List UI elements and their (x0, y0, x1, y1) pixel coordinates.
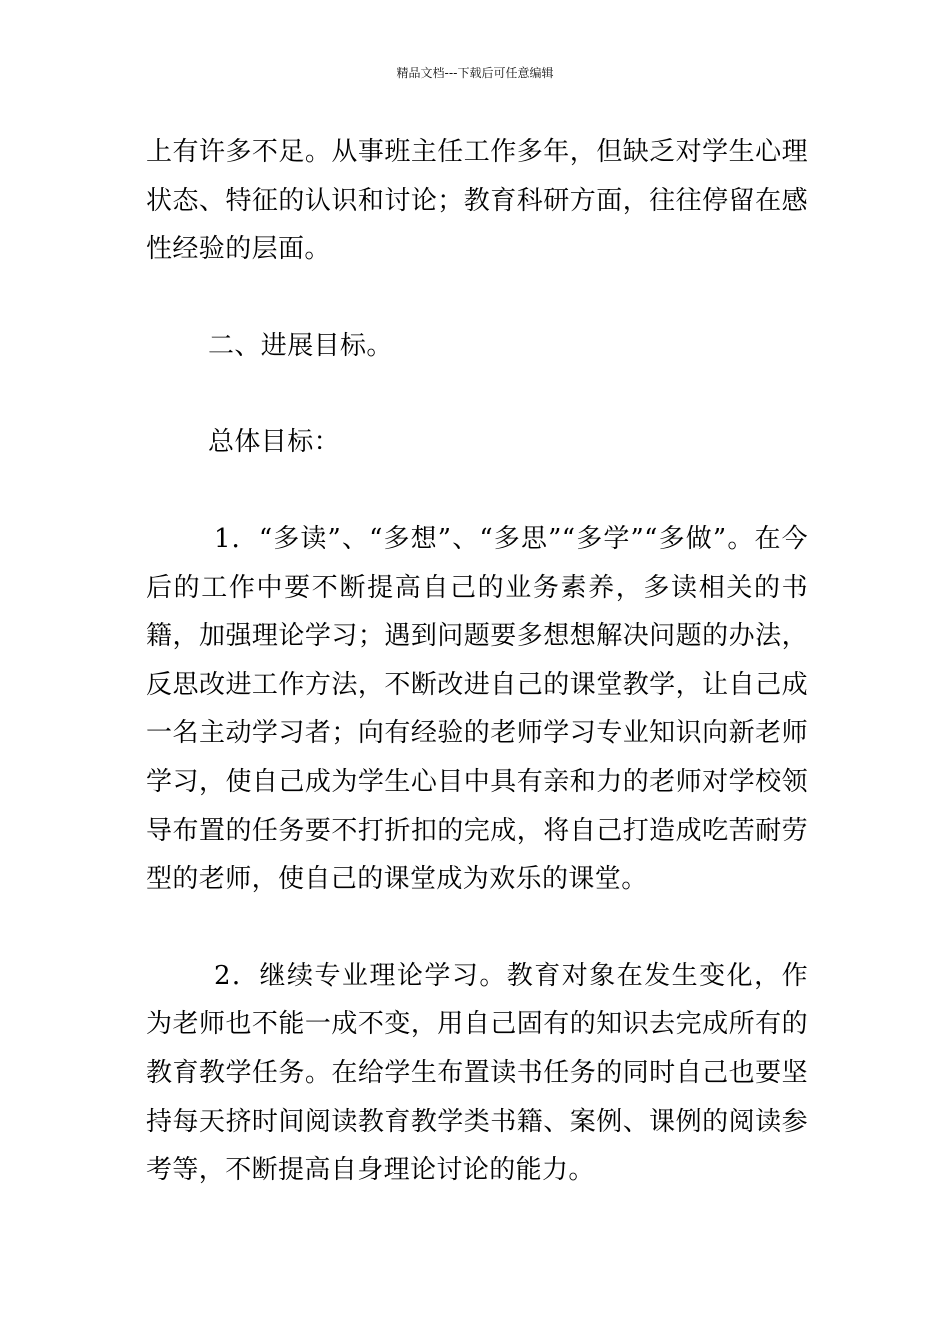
document-body (146, 128, 808, 1195)
page-header: 精品文档---下载后可任意编辑 (396, 66, 554, 80)
paragraph-intro-continuation: 上有许多不足。从事班主任工作多年，但缺乏对学生心理状态、特征的认识和讨论；教育科研方面，往往停留在感性经验的层面。 (146, 137, 808, 265)
section-heading-progress-goals: 二、进展目标。 (208, 330, 393, 361)
subheading-overall-goal: 总体目标： (208, 427, 341, 458)
paragraph-goal-two: 2．继续专业理论学习。教育对象在发生变化，作为老师也不能一成不变，用自己固有的知识去完成所有的教育教学任务。在给学生布置读书任务的同时自己也要坚持每天挤时间阅读教育教学类书籍、案例、课例的阅读参考等，不断提高自身理论讨论的能力。 (146, 960, 808, 1186)
paragraph-goal-one: 1．“多读”、“多想”、“多思”“多学”“多做”。在今后的工作中要不断提高自己的业务素养，多读相关的书籍，加强理论学习；遇到问题要多想想解决问题的办法，反思改进工作方法，不断改进自己的课堂教学，让自己成一名主动学习者；向有经验的老师学习专业知识向新老师学习，使自己成为学生心目中具有亲和力的老师对学校领导布置的任务要不打折扣的完成，将自己打造成吃苦耐劳型的老师，使自己的课堂成为欢乐的课堂。 (146, 523, 808, 895)
